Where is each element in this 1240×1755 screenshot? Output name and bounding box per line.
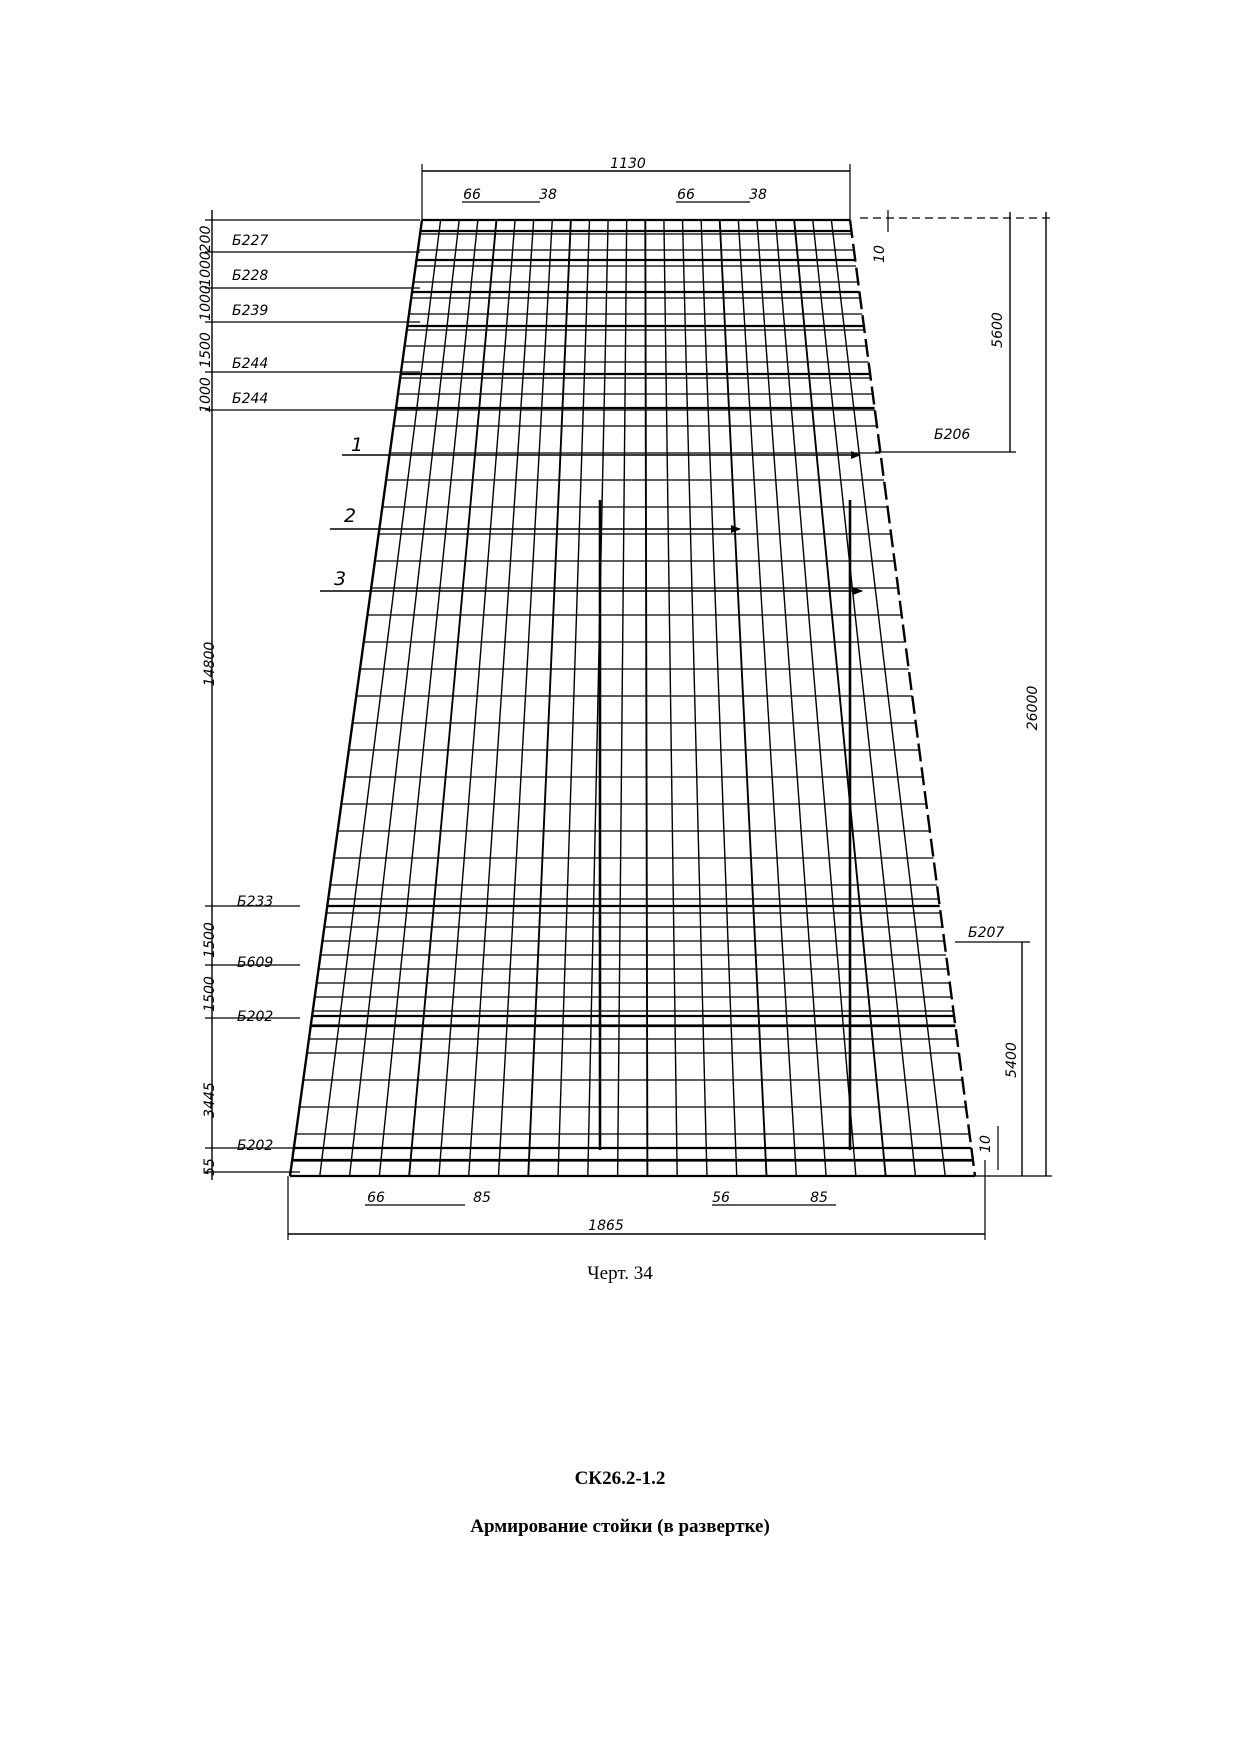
mesh-left-edge [290, 220, 422, 1176]
left-segment-label: 1000 [198, 377, 214, 413]
top-spacing-a-left-label: 66 [463, 187, 481, 203]
longitudinal-bar [664, 220, 677, 1176]
left-rebar-label: Б227 [232, 233, 269, 249]
figure-caption: Черт. 34 [587, 1263, 653, 1284]
top-overall-width-label: 1130 [610, 156, 646, 172]
longitudinal-bar [701, 220, 737, 1176]
left-rebar-label: Б239 [232, 303, 269, 319]
longitudinal-bar [618, 220, 627, 1176]
longitudinal-bar [350, 220, 460, 1176]
left-segment-label: 1000 [198, 251, 214, 287]
longitudinal-bar [813, 220, 916, 1176]
left-segment-label: 3445 [202, 1082, 218, 1118]
bottom-spacing-b-left-label: 85 [473, 1190, 491, 1206]
left-rebar-label: Б202 [237, 1138, 274, 1154]
longitudinal-bar [588, 220, 608, 1176]
top-spacing-b-right-label: 38 [749, 187, 767, 203]
bottom-overall-width-label: 1865 [588, 1218, 624, 1234]
right-bottom-offset-label: 10 [978, 1135, 994, 1153]
left-rebar-label: Б244 [232, 391, 269, 407]
left-rebar-label: Б228 [232, 268, 269, 284]
section-mark: 3 [334, 568, 347, 590]
left-rebar-label: Б244 [232, 356, 269, 372]
bottom-spacing-a-left-label: 66 [367, 1190, 385, 1206]
left-rebar-label: Б202 [237, 1009, 274, 1025]
longitudinal-bar [469, 220, 534, 1176]
longitudinal-bar [528, 220, 571, 1176]
longitudinal-bar [794, 220, 885, 1176]
top-spacing-a-right-label: 66 [677, 187, 695, 203]
right-total-height-label: 26000 [1025, 685, 1041, 731]
longitudinal-bar [498, 220, 552, 1176]
section-arrows [320, 455, 862, 591]
document-code: СК26.2-1.2 [574, 1468, 666, 1489]
left-segment-label: 1500 [202, 976, 218, 1012]
longitudinal-bar [683, 220, 707, 1176]
left-segment-label: 1500 [198, 332, 214, 368]
longitudinal-bar [439, 220, 515, 1176]
left-segment-label: 1000 [198, 285, 214, 321]
left-segment-label: 200 [198, 225, 214, 253]
right-top-offset-label: 10 [872, 245, 888, 263]
left-segment-label: 1500 [202, 922, 218, 958]
section-mark: 1 [351, 434, 364, 456]
bottom-spacing-a-right-label: 56 [712, 1190, 730, 1206]
document-title: Армирование стойки (в развертке) [470, 1516, 770, 1537]
right-upper-zone-label: 5600 [990, 312, 1006, 348]
longitudinal-bar [379, 220, 477, 1176]
longitudinal-bar [831, 220, 945, 1176]
longitudinal-bar [720, 220, 767, 1176]
longitudinal-bar [645, 220, 647, 1176]
right-lower-rebar-label: Б207 [968, 925, 1005, 941]
right-upper-rebar-label: Б206 [934, 427, 971, 443]
left-segment-label: 14800 [202, 641, 218, 687]
left-rebar-label: Б609 [237, 955, 274, 971]
mesh-grid [290, 220, 975, 1176]
longitudinal-bar [558, 220, 589, 1176]
bottom-spacing-b-right-label: 85 [810, 1190, 828, 1206]
left-rebar-label: Б233 [237, 894, 274, 910]
mesh-right-edge [850, 220, 975, 1176]
left-segment-label: 55 [202, 1158, 218, 1176]
top-spacing-b-left-label: 38 [539, 187, 557, 203]
section-mark: 2 [344, 505, 357, 527]
right-lower-zone-label: 5400 [1004, 1042, 1020, 1078]
